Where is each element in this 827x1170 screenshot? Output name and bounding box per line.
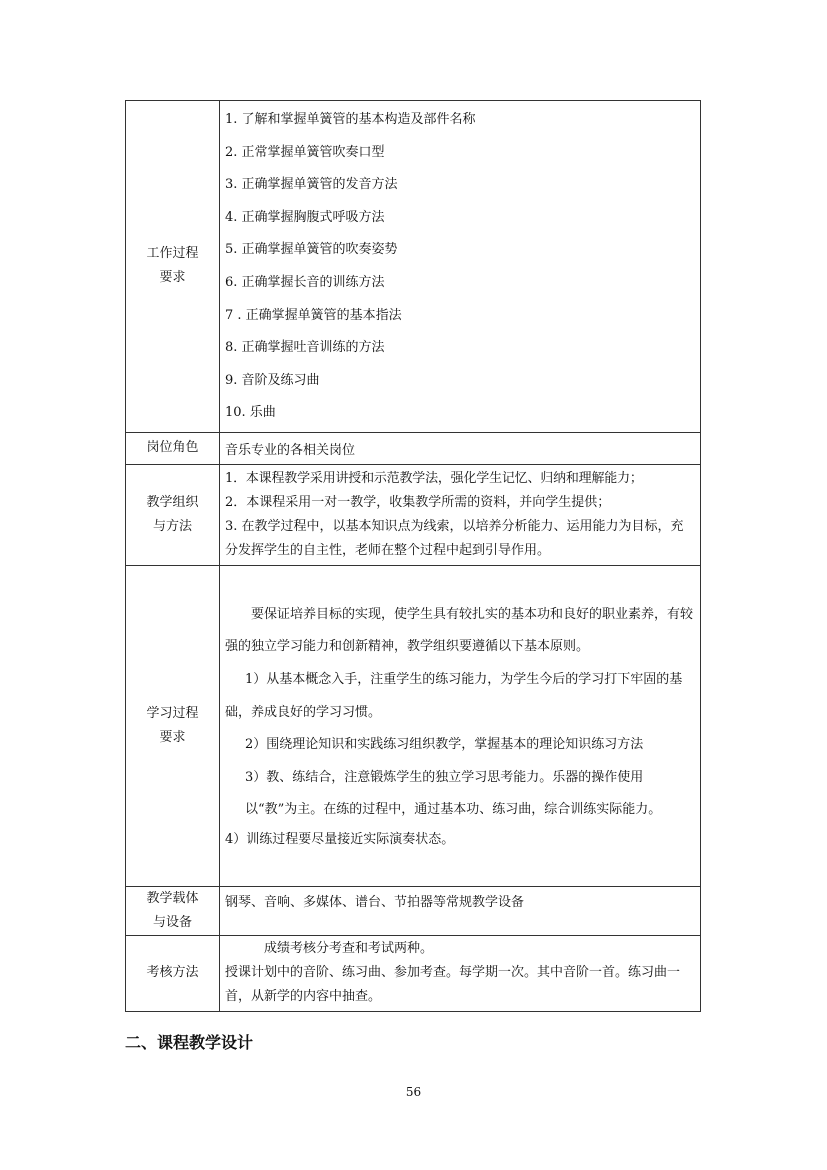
row-label: 教学载体 与设备 <box>126 886 220 935</box>
list-item: 3. 正确掌握单簧管的发音方法 <box>225 177 398 193</box>
list-item: 1. 了解和掌握单簧管的基本构造及部件名称 <box>225 112 476 127</box>
table-row-learning-process <box>126 565 701 886</box>
paragraph: 2．本课程采用一对一教学，收集教学所需的资料，并向学生提供； <box>225 494 611 510</box>
list-item: 9. 音阶及练习曲 <box>225 372 320 388</box>
list-item: 4. 正确掌握胸腹式呼吸方法 <box>225 209 385 225</box>
section-heading: 二、课程教学设计 <box>125 1033 254 1052</box>
row-content <box>220 565 701 886</box>
row-label: 学习过程 要求 <box>126 565 220 886</box>
row-label: 工作过程 要求 <box>126 101 220 433</box>
paragraph: 2）围绕理论知识和实践练习组织教学，掌握基本的理论知识练习方法 <box>245 737 644 753</box>
row-label: 考核方法 <box>126 935 220 1011</box>
list-item: 7 . 正确掌握单簧管的基本指法 <box>225 307 402 323</box>
paragraph: 4）训练过程要尽量接近实际演奏状态。 <box>225 832 455 848</box>
table-row-job-role <box>126 432 701 464</box>
paragraph: 3. 在教学过程中，以基本知识点为线索，以培养分析能力、运用能力为目标，充分发挥学生的自主性，老师在整个过程中起到引导作用。 <box>225 518 684 558</box>
paragraph: 1．本课程教学采用讲授和示范教学法，强化学生记忆、归纳和理解能力； <box>225 470 643 486</box>
paragraph: 1）从基本概念入手，注重学生的练习能力，为学生今后的学习打下牢固的基础，养成良好的学习习惯。 <box>225 672 683 720</box>
table-row-equipment <box>126 886 701 935</box>
paragraph: 要保证培养目标的实现，使学生具有较扎实的基本功和良好的职业素养，有较强的独立学习能力和创新精神，教学组织要遵循以下基本原则。 <box>225 606 694 655</box>
page-number: 56 <box>405 1085 422 1099</box>
table-row-work-process <box>126 101 701 433</box>
table-row-teaching-method <box>126 464 701 565</box>
row-label: 岗位角色 <box>126 432 220 464</box>
paragraph: 3）教、练结合，注意锻炼学生的独立学习思考能力。乐器的操作使用以“教”为主。在练的过程中，通过基本功、练习曲，综合训练实际能力。 <box>245 769 662 818</box>
row-content: 音乐专业的各相关岗位 <box>220 432 701 464</box>
row-content <box>220 464 701 565</box>
list-item: 5. 正确掌握单簧管的吹奏姿势 <box>225 242 398 258</box>
list-item: 2. 正常掌握单簧管吹奏口型 <box>225 144 385 160</box>
paragraph: 成绩考核分考查和考试两种。 <box>264 941 434 957</box>
row-content <box>220 935 701 1011</box>
paragraph: 授课计划中的音阶、练习曲、参加考查。每学期一次。其中音阶一首。练习曲一首，从新学的内容中抽查。 <box>225 965 681 1005</box>
row-content: 钢琴、音响、多媒体、谱台、节拍器等常规教学设备 <box>220 886 701 935</box>
list-item: 8. 正确掌握吐音训练的方法 <box>225 340 385 356</box>
table-row-assessment <box>126 935 701 1011</box>
list-item: 10. 乐曲 <box>225 405 276 421</box>
list-item: 6. 正确掌握长音的训练方法 <box>225 274 385 290</box>
course-info-table <box>125 100 701 1012</box>
row-content <box>220 101 701 433</box>
row-label: 教学组织 与方法 <box>126 464 220 565</box>
